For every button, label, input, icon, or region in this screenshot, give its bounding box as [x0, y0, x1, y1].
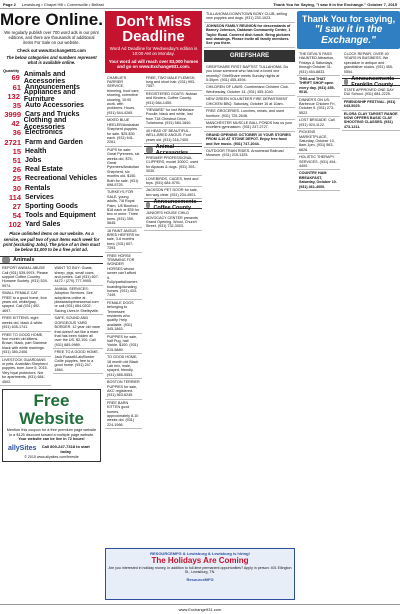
- classified-ad: MIXED BLUE HEELER/Australian Shepherd puppies for sale. $25-$30 each. (931) 641-2261.: [105, 117, 142, 146]
- category-row[interactable]: 132 Appliances and Furniture: [7, 89, 76, 104]
- page-header: [0, 0, 400, 9]
- category-row[interactable]: 26 Real Estate: [12, 165, 63, 175]
- holiday-hiring-text: Are you interested in holiday money, in addition to full-time permanent opportunities? Apply in person: 401 Ellington St., Lewisburg, TN.: [108, 566, 292, 575]
- holiday-hiring-ad[interactable]: [105, 548, 295, 600]
- footer-url[interactable]: www.Exchange931.com: [0, 604, 400, 614]
- classified-ad: COUNTRY HAM BREAKFAST, Saturday, October 10. (931) 461-4000.: [297, 170, 340, 191]
- deadline-title: Don't Miss Deadline: [115, 13, 192, 45]
- classified-ad: FREE KITTENS: eight weeks old, black & white. (931) 635-1741.: [0, 315, 51, 331]
- classified-ad: BOSTON TERRIER PUPPIES for sale, AKC registered. (931) 563-6245.: [105, 379, 142, 400]
- animals-ads: [0, 265, 103, 386]
- deadline-word-ad: Word Ad Deadline for Wednesday's edition is 10:00 AM on Monday.: [109, 46, 198, 57]
- more-online-link[interactable]: Check out www.Exchange931.com: [17, 47, 86, 53]
- thank-you-line1: Thank You for saying,: [301, 14, 396, 24]
- classified-ad: FREE TO GOOD HOME, four month old kittens. Brown, black, part Siamese black with white markings. (931) 380-2406.: [0, 332, 51, 357]
- classified-ad: TURKEYS FOR SALE, young adults, 7/8 Royal Palm, 1/8 Bourbon. $18 each or $35 for two or more. Three toms. (931) 359-5845.: [105, 189, 142, 227]
- more-online-note: The below categories and numbers represent what is available online.: [6, 54, 97, 66]
- paw-icon: [2, 257, 10, 263]
- classified-ad: JACKSON PET DOOR for sale, two way clear. (931) 234-4901.: [144, 187, 202, 199]
- thank-you-banner: [297, 11, 400, 49]
- megaphone-icon: [146, 202, 151, 208]
- quantity-label: Quantity: [3, 68, 20, 74]
- classified-ad: REGISTERED GOATS: Nubian and Kinders. Coffee County. (931) 684-1450.: [144, 91, 202, 107]
- column-thank-you: [297, 11, 400, 191]
- free-website-title: Free Website: [19, 390, 84, 428]
- category-row[interactable]: 15 Health: [12, 146, 47, 156]
- classified-ad: OUTDOOR TRAIN RIDES. Arrowhead Railroad Museum. (931) 215-1325.: [204, 148, 295, 160]
- column-more-online: [0, 11, 103, 465]
- classified-ad: "REWARD" for lost Whitelace Poodle, black and white, lost from 718 Chestnut Drive, Tullahoma. (931) 584-1840.: [144, 107, 202, 128]
- allysites-logo: allySites: [8, 445, 37, 453]
- category-row[interactable]: 25 Recreational Vehicles: [12, 174, 97, 184]
- classified-ad: TO GOOD HOME, 18 month old Black Lab mix, male, spayed, friendly. (931) 585-5553.: [105, 354, 142, 379]
- classified-ad: FREE GROCERIES. Lunches, meals, and used furniture. (931) 725-2648.: [204, 108, 295, 120]
- category-row[interactable]: 35 Auto Accessories: [12, 100, 84, 110]
- free-website-sub: Your website can be live in 72 hours!: [18, 437, 85, 442]
- animals-heading: Animals: [0, 256, 103, 264]
- header-towns: Lewisburg • Chapel Hill • Cornersville • Belfast: [21, 1, 104, 7]
- holiday-hiring-title: The Holidays Are Coming: [151, 556, 249, 565]
- page-number: Page 2: [3, 1, 16, 7]
- classified-ad: JOHNSON FAMILY REUNION for descendants of Barney Johnson, Oaktown Community Center, 1 Taylor Road. Covered dish lunch. Bring pictures and drawings. Please invite all family members. See you there.: [204, 23, 295, 48]
- classified-ad: FREE BARN KITTEN good homes, approximately 8-10 weeks old. (931) 224-1966.: [105, 400, 142, 429]
- allysites-phone[interactable]: Call 800-247-7318 to start today: [41, 443, 90, 454]
- classified-ad: PICKENS MARKETPLACE, Saturday, October 10, 8am-1pm. (931) 563-6626.: [297, 129, 340, 154]
- classified-ad: LIVESTOCK GUARDIANS or pets. Anatolian Shepherd puppies, born June 5, 2015. Very loyal protectors. Not for apartments. (931) 684-4502.: [0, 357, 51, 386]
- category-row[interactable]: 114 Services: [8, 192, 54, 202]
- classified-ad: 18 PAINT ANGUS BRED HEIFERS for sale, 3-6 months bred. (931) 607-7393.: [105, 228, 142, 253]
- classified-ad: FRIENDSHIP FESTIVAL. (931) 643-5025.: [342, 99, 400, 111]
- classified-ad: REPORT ANIMAL ABUSE Call (931) 539-9974. Please support Coffee Country Humane Society. (931) 539-9974.: [0, 265, 51, 290]
- classified-ad: FREE, TWO MALE FLEMISH, long and short hair. (931) 993-7557.: [144, 75, 202, 91]
- franklin-county-heading: Announcements Franklin County: [342, 78, 400, 86]
- classified-ad: 40 HEAD OF BEAUTIFUL, WELL-BRED ANGUS. Four years old. (931) 316-7400.: [144, 128, 202, 144]
- category-row[interactable]: 27 Sporting Goods: [12, 201, 78, 211]
- category-row[interactable]: 2721 Farm and Garden: [4, 137, 83, 147]
- more-online-title: More Online.: [0, 10, 103, 29]
- classified-ad: PUPS for sale: Great Pyrenees, six weeks old, $75; Great Pyrenees/Anatolian Shepherd, six months old, $150. Both for sale. (931) 698-5725.: [105, 147, 142, 190]
- deadline-reach: Your word ad will reach over 83,000 homes and go on www.Exchange931.com.: [108, 58, 199, 70]
- classified-ad: FEMALE DOGS belonging to Tennessee residents who qualify. Help available. (931) 345-1863.: [105, 300, 142, 334]
- coffee-county-heading: Announcements Coffee County: [144, 201, 202, 209]
- free-website-text: Mention this coupon for a free premium page website or a $125 discount toward a multiple page website.: [6, 427, 97, 437]
- classified-ad: JUNIOR'S HOUSE CHILD ADVOCACY CENTER presents Grand Opening. Wood, Church Street. (931) 732-3003.: [144, 210, 202, 231]
- classified-ad: CHARLIE'S FARRIER SERVICE, trimming, hoof care, shoeing, corrective shoeing, 10:00 work, with problems. Hours. (931) 544-4265.: [105, 75, 142, 118]
- classified-ad: CLOCK REPAIR, OVER 40 YEARS IN BUSINESS. We specialize in antique and grandfather clocks. (931) 455-5554.: [342, 51, 400, 76]
- classified-ad: HOLISTIC THERAPY SERVICES. (931) 454-4400.: [297, 154, 340, 170]
- category-row[interactable]: 102 Yard Sales: [8, 220, 61, 230]
- classified-ad: PREMIER PROFESSIONAL CLIPPERS, model 3000C, used for Alpacas & dogs. (931) 393-3030.: [144, 155, 202, 176]
- classified-ad: WANT TO BUY: Goats, sheep, pigs, small cows, and ponies. Call (931) 607-4472 / (270) 777-9905.: [53, 265, 104, 286]
- deadline-banner: [105, 11, 202, 73]
- category-row[interactable]: 61 Announcements: [12, 82, 80, 92]
- category-row[interactable]: 36 Electronics: [12, 128, 63, 138]
- classified-ad: FREE TO A GOOD HOME, Jack Russell/Lab/Border Collie puppies, free to a good home. (931) 247-1864.: [53, 349, 104, 374]
- classified-ad: NEW GREEN VOLUNTEER FIRE DEPARTMENT CHICKEN BBQ. Saturday, October 10 at 10am.: [204, 96, 295, 108]
- column-announcements: [204, 11, 295, 160]
- classified-ad: LOST BRIGADE: Call (931) 924-1122.: [297, 117, 340, 129]
- free-website-ad[interactable]: [2, 389, 101, 462]
- more-online-intro: We regularly publish over 700 word ads in our print editions, and there are thousands of additional items For Sale on our website.: [4, 30, 99, 46]
- classified-ad: TULLAHOMA DOWNTOWN BONY CLUB, selling new puppies and dogs. (931) 233-1023.: [204, 11, 295, 23]
- deadline-ads: [105, 75, 202, 430]
- classified-ad: GREIFSHARE FIRST BAPTIST TULLAHOMA. Do you know someone who has lost a loved one recently? GriefShare meets Sunday nights at 5:30pm. (931) 455-4594.: [204, 64, 295, 85]
- classified-ad: PUPPIES for sale, half Pug, half Yorkie, $100. (931) 215-5889.: [105, 334, 142, 355]
- thank-you-line2: "I saw it in the Exchange.": [314, 24, 383, 46]
- griefshare-logo: GRIEFSHARE: [204, 50, 295, 62]
- classified-ad: DINNER'S ON US: Barbecue Chicken Fri, October 9. (931) 273-5522.: [297, 97, 340, 118]
- category-row[interactable]: 30 Rentals: [12, 183, 51, 193]
- classified-ad: ANIMAL SERVICES: Adoption Services. See adoptions online at pleaseadoptmeanimal.com or call (931) 684-0202. Saving Lives in Shelbyville.: [53, 286, 104, 315]
- thank-you-ads: [297, 51, 400, 191]
- classified-ad: MANCHESTER MUSCLE BALL PONDS has us your excellent gymnasium. (931) 247-2727.: [204, 120, 295, 132]
- category-row[interactable]: 69 Animals and Accessories: [11, 70, 66, 85]
- column-deadline: [105, 11, 202, 429]
- allysites-url[interactable]: © 2015 www.allysites.com/freesite: [24, 454, 79, 459]
- animal-accessories-heading: Animal Accessories: [144, 146, 202, 154]
- classified-ad: CHILDREN OF LAWS: Cumberland Children Club. Wednesday, October 14. (931) 455-1040.: [204, 84, 295, 96]
- classified-ad: ELORA CLAY TARGET RANGE NOW OFFERS BASIC CLAY SHOOTING CLASSES. (931) 473-1211.: [342, 111, 400, 132]
- classified-ad: SMALL FEMALE CAT FREE to a good home, four years old, white/gray, spayed. Call (931) 492-4697.: [0, 290, 51, 315]
- paw-icon: [146, 147, 153, 153]
- place-items-note: Place unlimited items on our website. As a service, we pull two of your items each week for print (excluding Jobs). The price of an item must be below $1,000 to be a free print ad.: [3, 231, 100, 253]
- classified-ad: SAFE, SOUND AND GORGEOUS YARD BORDER. 12 year old mare that doesn't act like a mare that has been ridden all over the US. $2,100. Call (931) 685-9989.: [53, 315, 104, 349]
- classified-ad: THE DEVIL'S PASS HAUNTED Attraction, Fridays & Saturdays, through October 31. (931) 454-8833.: [297, 51, 340, 76]
- classified-ad: STATE APPROVED ONE DAY DUI School. (931) 684-2225.: [342, 87, 400, 99]
- classified-ad: FREE HORSE TRIMMING FOR WONDER HORSES whose owner can't afford it. Fully/partial/owner-boarding/donating horses. (931) 433-7449.: [105, 253, 142, 300]
- classified-ad: GRAND OPENING OCTOBER 10 YOUR STORIES FROM 4-10 AT STONE DEPOT. Enjoy free food and live music. (931) 747-2044.: [204, 132, 295, 148]
- header-tagline: Thank You for Saying, "I saw it in the Exchange." October 7, 2015: [273, 1, 397, 7]
- category-row[interactable]: 42 Clothing and Accessories: [11, 116, 67, 131]
- megaphone-icon: [344, 79, 348, 85]
- holiday-hiring-top: RESOURCEMFG & Lewisburg & Lewisburg is hiring!: [150, 551, 250, 556]
- classified-ad: LOVEBIRDS, CAGES, feed and toys. (931) 684-9791.: [144, 176, 202, 188]
- category-row[interactable]: 54 Tools and Equipment: [12, 211, 96, 221]
- category-row[interactable]: 51 Jobs: [12, 156, 42, 165]
- resourcemfg-logo: ResourceMFG: [186, 576, 214, 582]
- category-row[interactable]: 3999 Cars and Trucks: [4, 110, 80, 120]
- classified-ad: THIS and THAT THRIFT SHOP open every day. (931) 455-9016.: [297, 76, 340, 97]
